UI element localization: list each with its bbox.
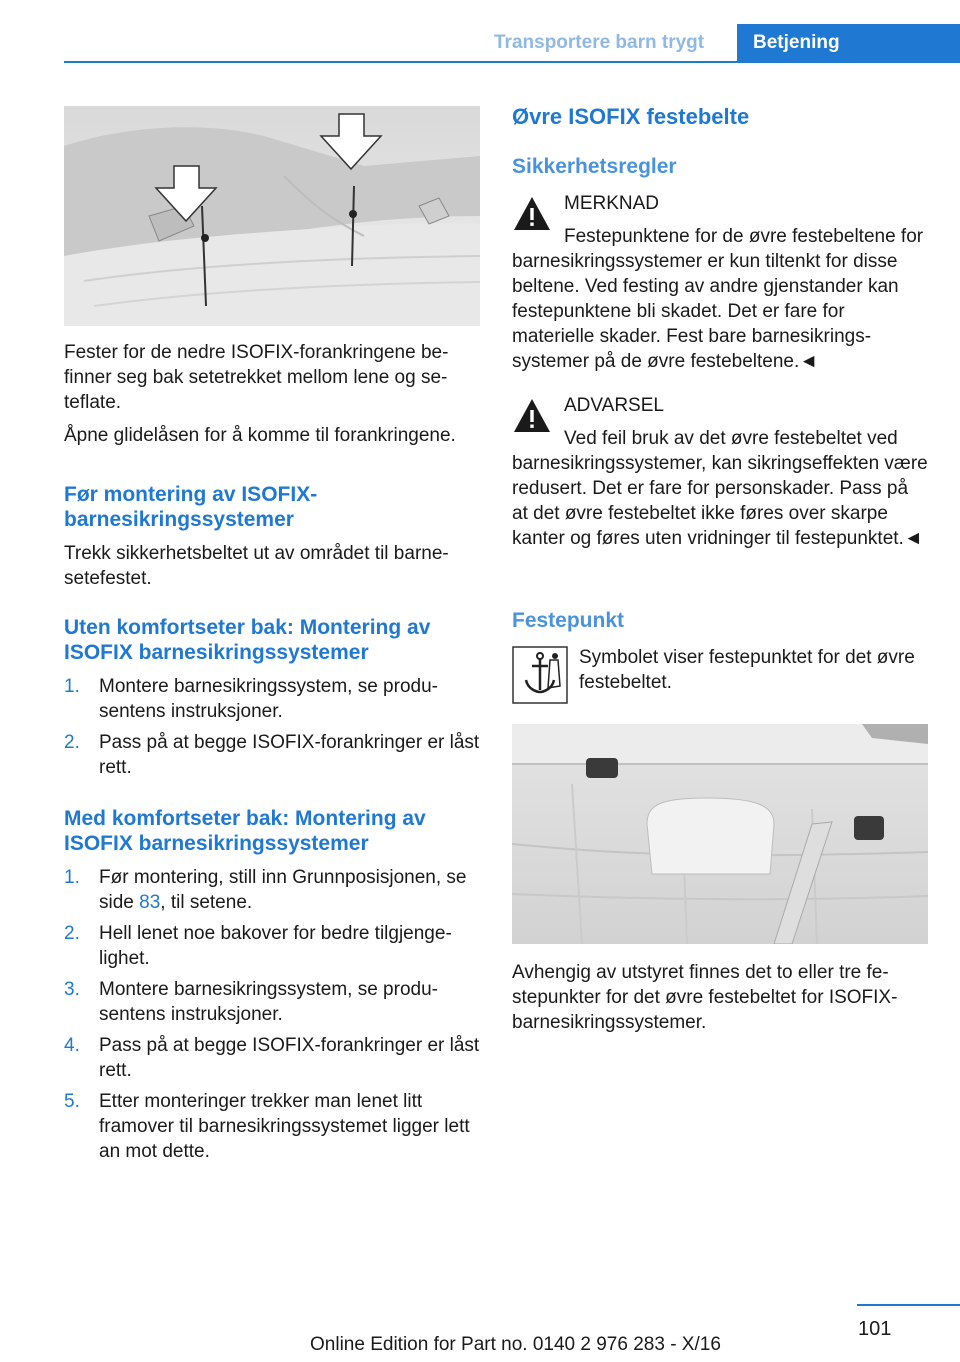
child-seat-anchor-symbol-icon [512,646,568,704]
step-number: 3. [64,979,80,1000]
running-header-section: Transportere barn trygt [494,32,705,53]
step-text: Pass på at begge ISOFIX-forankringer er låst rett. [99,1035,480,1081]
step-text: Hell lenet noe bakover for bedre tilgjengelighet. [99,923,452,969]
text-pull-seatbelt: Trekk sikkerhetsbeltet ut av området til barnesetefestet. [64,543,449,589]
list-item [64,1089,480,1164]
heading-with-comfort-seats: Med komfortseter bak: Montering av ISOFIX barnesikringssystemer [64,807,426,855]
step-number: 1. [64,676,80,697]
anchor-symbol-description: Symbolet viser festepunktet for det øvre festebeltet. [579,647,915,693]
step-number: 2. [64,732,80,753]
instruction-open-zipper: Åpne glidelåsen for å komme til forankringene. [64,425,456,446]
step-number: 1. [64,867,80,888]
heading-anchor-point: Festepunkt [512,609,625,632]
step-number: 2. [64,923,80,944]
list-item [64,921,480,971]
step-text: Etter monteringer trekker man lenet litt framover til barnesikringssystemet ligger lett an mot dette. [99,1091,470,1162]
steps-with-comfort-seats [64,865,480,1164]
heading-upper-isofix-tether: Øvre ISOFIX festebelte [512,104,750,129]
photo-caption-upper-anchors: Avhengig av utstyret finnes det to eller tre festepunkter for det øvre festebeltet for ISOFIX-barnesikringssystemer. [512,962,898,1033]
heading-before-mounting: Før montering av ISOFIX-barnesikringssystemer [64,483,318,531]
warning-text: Ved feil bruk av det øvre festebeltet ved barnesikringssystemer, kan sikringseffekten være redusert. Det er fare for personskader. Pass på at det øvre festebeltet ikke føres over skarpe kanter og føres uten vridninger til festepunktet.◄ [512,428,928,549]
step-text-suffix: , til setene. [160,892,253,913]
running-header-tab: Betjening [737,24,960,63]
list-item [64,730,480,780]
step-number: 5. [64,1091,80,1112]
list-item [64,674,480,724]
header-rule [64,61,960,63]
step-text: Montere barnesikringssystem, se produsentens instruksjoner. [99,979,438,1025]
list-item [64,1033,480,1083]
step-text: Pass på at begge ISOFIX-forankringer er låst rett. [99,732,480,778]
edition-info: Online Edition for Part no. 0140 2 976 283 - X/16 [310,1334,721,1355]
upper-tether-anchor-photo [512,724,928,944]
steps-without-comfort-seats [64,674,480,780]
step-number: 4. [64,1035,80,1056]
footer-rule [857,1304,960,1306]
notice-text: Festepunktene for de øvre festebeltene for barnesikringssystemer er kun tiltenkt for disse beltene. Ved festing av andre gjenstander kan festepunktene bli skadet. Det er fare for materielle skader. Fest bare barnesikringssystemer på de øvre festebeltene.◄ [512,226,924,372]
subheading-safety-rules: Sikkerhetsregler [512,155,677,178]
list-item [64,977,480,1027]
list-item [64,865,480,915]
page-number: 101 [858,1318,892,1340]
photo-caption-lower-anchors: Fester for de nedre ISOFIX-forankringene befinner seg bak setetrekket mellom lene og seteflate. [64,342,449,413]
heading-without-comfort-seats: Uten komfortseter bak: Montering av ISOFIX barnesikringssystemer [64,616,431,664]
page-reference-link[interactable]: 83 [139,892,161,913]
step-text: Før montering, still inn Grunnposisjonen, se side [99,867,467,913]
notice-label: MERKNAD [564,193,660,214]
isofix-lower-anchor-photo [64,106,480,326]
warning-label: ADVARSEL [564,395,664,416]
step-text: Montere barnesikringssystem, se produsentens instruksjoner. [99,676,438,722]
